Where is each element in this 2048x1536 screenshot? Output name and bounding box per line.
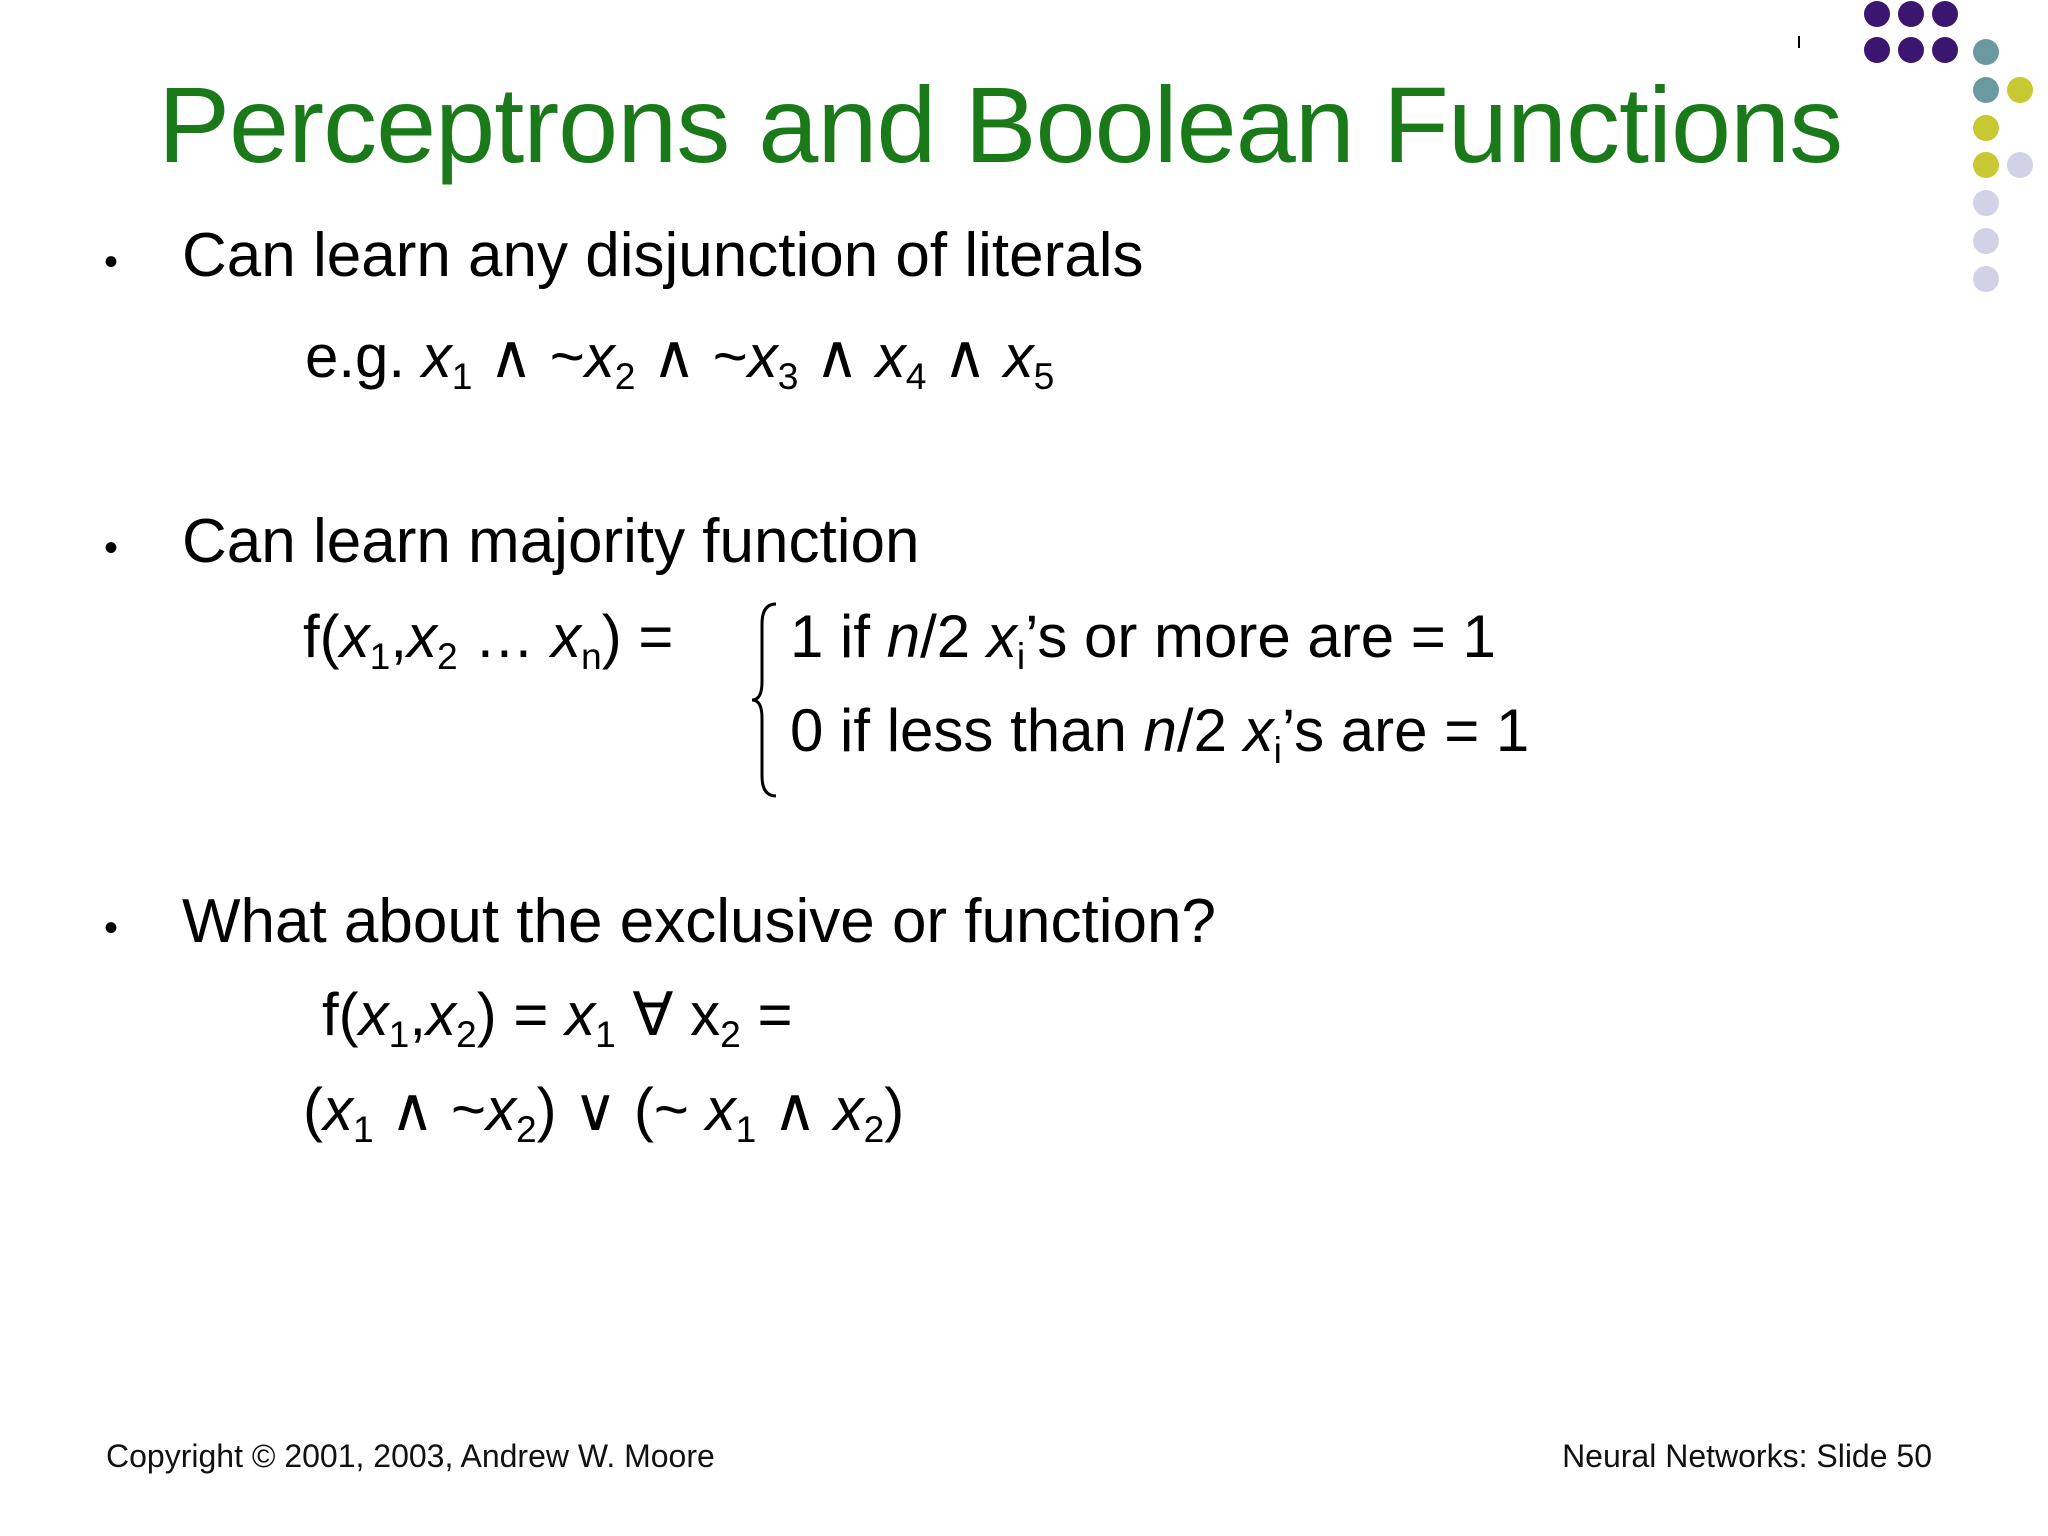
lavender-dots (1973, 152, 2033, 292)
bullet-dot: • (104, 240, 119, 284)
majority-function-lhs: $f(x_1,x_2$ … $x_n$) = (303, 603, 674, 677)
bullet-dot: • (104, 526, 119, 570)
case-brace (750, 600, 780, 800)
majority-case-1: 1 if n/2 $x_i’s$ or more are = 1 (790, 603, 1496, 677)
bullet-3-text: What about the exclusive or function? (182, 887, 1216, 956)
purple-dots (1864, 1, 1958, 63)
xor-definition: $f(x_1,x_2) = x_1$ ∀ $x_2$ = (322, 981, 793, 1055)
bullet-dot: • (104, 906, 119, 950)
teal-dots (1973, 39, 1999, 103)
majority-case-2: 0 if less than n/2 $x_i’s$ are = 1 (790, 697, 1530, 771)
olive-dots (1973, 77, 2033, 178)
xor-expansion: ($x_1$ ∧ $\sim x_2$) ∨ (~ $x_1$ ∧ $x_2$) (303, 1076, 905, 1150)
copyright-text: Copyright © 2001, 2003, Andrew W. Moore (106, 1438, 715, 1474)
slide-number-label: Neural Networks: Slide 50 (1562, 1438, 1932, 1474)
bullet-2-text: Can learn majority function (182, 507, 920, 576)
bullet-1-text: Can learn any disjunction of literals (182, 221, 1144, 290)
disjunction-example: e.g. $x_1$ ∧ $\sim x_2$ ∧ $\sim x_3$ ∧ $x_4$ ∧ $x_5$ (305, 323, 1055, 397)
small-tick-mark (1798, 36, 1800, 48)
slide-title: Perceptrons and Boolean Functions (158, 64, 1843, 185)
